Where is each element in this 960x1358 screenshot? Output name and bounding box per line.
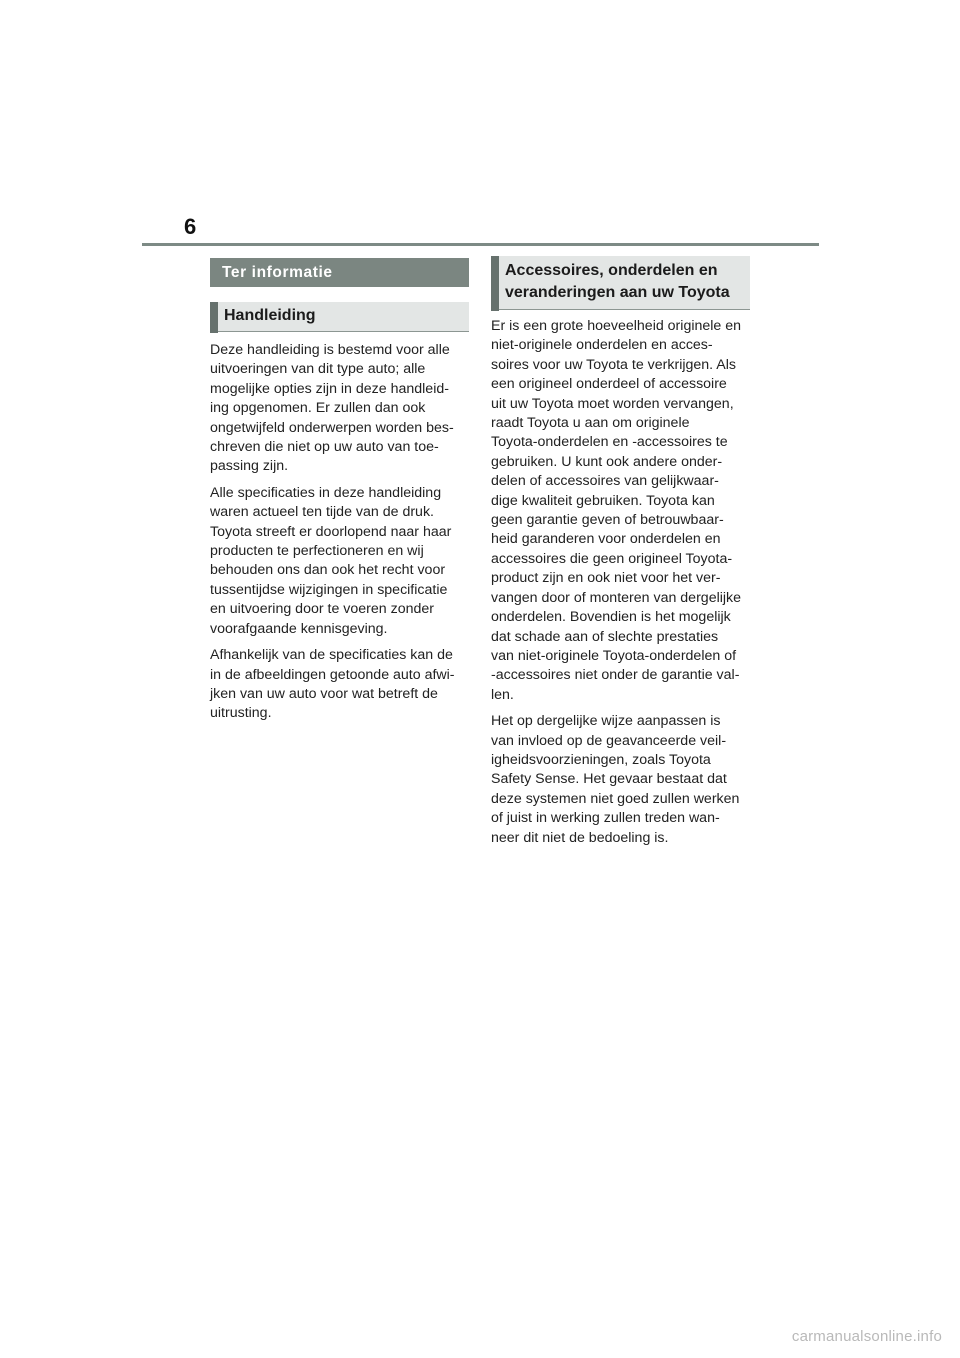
- paragraph: Afhankelijk van de specificaties kan de in de afbeeldingen getoonde auto afwi- jken van uw auto voor wat betreft de uitrusting.: [210, 647, 455, 722]
- paragraph: Het op dergelijke wijze aanpassen is van invloed op de geavanceerde veil- igheidsvoorzieningen, zoals Toyota Safety Sense. Het gevaar bestaat dat deze systemen niet goed zullen werken of juist in werking zullen treden wan- neer dit niet de bedoeling is.: [491, 713, 740, 846]
- chapter-banner: Ter informatie: [210, 258, 469, 287]
- watermark: carmanualsonline.info: [791, 1328, 942, 1345]
- section-title-accessoires: [491, 256, 750, 310]
- section-title-text: Accessoires, onderdelen en veranderingen aan uw Toyota: [505, 262, 730, 301]
- paragraph: Er is een grote hoeveelheid originele en niet-originele onderdelen en acces- soires voor uw Toyota te verkrijgen. Als een origineel onderdeel of accessoire uit uw Toyota moet worden vervangen, raadt Toyota u aan om originele Toyota-onderdelen en -accessoires te gebruiken. U kunt ook andere onder- delen of accessoires van gelijkwaar- dige kwaliteit gebruiken. Toyota kan geen garantie geven of betrouwbaar- heid garanderen voor onderdelen en accessoires die geen origineel Toyota- product zijn en ook niet voor het ver- vangen door of monteren van dergelijke onderdelen. Bovendien is het mogelijk dat schade aan of slechte prestaties van niet-originele Toyota-onderdelen of -accessoires niet onder de garantie val- len.: [491, 318, 742, 703]
- paragraph: Deze handleiding is bestemd voor alle uitvoeringen van dit type auto; alle mogelijke opties zijn in deze handleid- ing opgenomen. Er zullen dan ook ongetwijfeld onderwerpen worden bes- chreven die niet op uw auto van toe- passing zijn.: [210, 342, 454, 475]
- page-number: 6: [184, 214, 197, 239]
- left-body: [210, 341, 469, 724]
- right-column: [491, 256, 750, 848]
- header-rule: [142, 243, 819, 246]
- right-body: [491, 317, 750, 848]
- paragraph: Alle specificaties in deze handleiding waren actueel ten tijde van de druk. Toyota streeft er doorlopend naar haar producten te perfectioneren en wij behouden ons dan ook het recht voor tussentijdse wijzigingen in specificatie en uitvoering door te voeren zonder voorafgaande kennisgeving.: [210, 484, 452, 637]
- section-title-handleiding: Handleiding: [210, 302, 469, 332]
- left-column: [210, 258, 469, 724]
